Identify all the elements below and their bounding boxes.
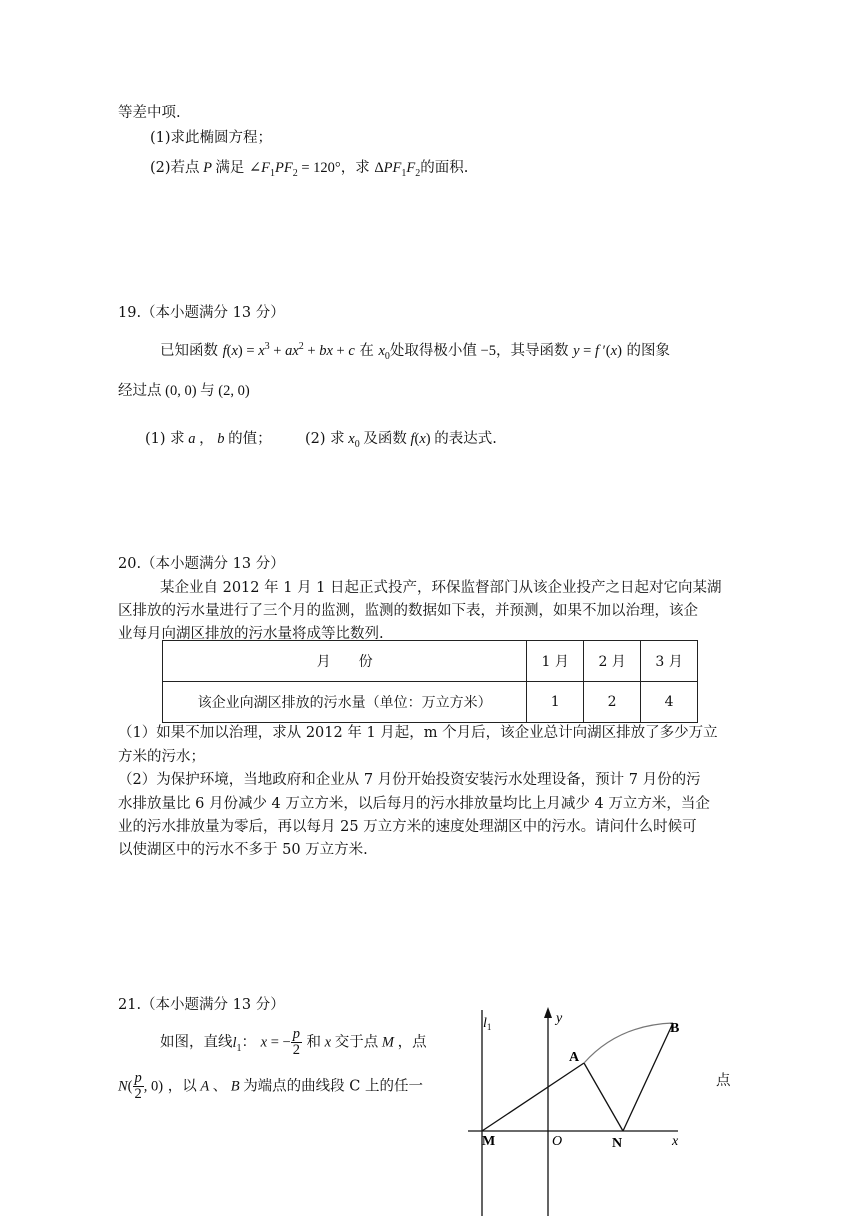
table-cell: 2 月 [584,641,641,682]
table-cell: 1 [527,682,584,723]
label-B: B [670,1021,680,1036]
label-y: y [556,1011,563,1026]
p20-text-line: 以使湖区中的污水不多于 50 万立方米. [118,842,368,858]
segment-AN [584,1063,623,1131]
p18-continuation: 等差中项. [118,105,181,121]
table-cell: 2 [584,682,641,723]
label-A: A [569,1050,580,1065]
label-x: x [672,1134,679,1149]
p21-statement-tail: 点 [716,1073,731,1089]
label-O: O [552,1134,563,1149]
p20-text-line: 区排放的污水量进行了三个月的监测，监测的数据如下表，并预测，如果不加以治理，该企 [118,603,698,619]
p18-question-2: (2)若点 P 满足 $\angle F_1PF_2 = 120^\circ$，求 $\Delta PF_1F_2$的面积. [150,160,469,179]
table-row [163,641,698,682]
table-cell: 该企业向湖区排放的污水量（单位：万立方米） [163,682,527,723]
p20-header: 20.（本小题满分 13 分） [118,556,285,572]
p19-question-1: (1) 求 a ， b 的值； [145,431,272,447]
y-axis-arrow [544,1007,552,1018]
p18-question-1: (1)求此椭圆方程； [150,130,273,146]
p19-statement-line1: 已知函数 $f(x) = x^3 + ax^2$ + bx + c 在 $x_0$处取得极小值 −5，其导函数 y = f ′(x) 的图象 [160,341,671,362]
p19-statement-line2: 经过点 (0, 0) 与 (2, 0) [118,383,250,399]
p20-text-line: （2）为保护环境，当地政府和企业从 7 月份开始投资安装污水处理设备，预计 7 月份的污 [118,772,701,788]
segment-MA [482,1063,584,1131]
label-l1: $l_1$ [483,1016,492,1032]
curve-C [584,1023,673,1063]
table-cell: 月 份 [163,641,527,682]
label-N: N [612,1136,623,1151]
p20-text-line: 水排放量比 6 月份减少 4 万立方米，以后每月的污水排放量均比上月减少 4 万立方米，当企 [118,796,710,812]
table-row [163,682,698,723]
p21-statement-line1: 如图，直线$l_1$： x = − $\frac{p}{2}$ 和 x 交于点 M ，点 [160,1026,427,1058]
p21-figure [468,1005,728,1216]
p19-question-2: (2) 求 $x_0$ 及函数 f(x) 的表达式. [305,431,497,450]
segment-NB [623,1023,673,1131]
p19-header: 19.（本小题满分 13 分） [118,305,285,321]
p20-text-line: 业每月向湖区排放的污水量将成等比数列. [118,626,384,642]
table-cell: 3 月 [641,641,698,682]
table-cell: 4 [641,682,698,723]
p21-statement-line2: N( $\frac{p}{2}$ , 0) ，以 A 、 B 为端点的曲线段 C 上的任一 [118,1070,423,1102]
p20-text-line: 业的污水排放量为零后，再以每月 25 万立方米的速度处理湖区中的污水。请问什么时候可 [118,819,697,835]
label-M: M [482,1134,496,1149]
p20-data-table [162,640,698,723]
p20-text-line: 某企业自 2012 年 1 月 1 日起正式投产，环保监督部门从该企业投产之日起对它向某湖 [160,580,722,596]
p21-header: 21.（本小题满分 13 分） [118,997,285,1013]
p20-text-line: （1）如果不加以治理，求从 2012 年 1 月起，m 个月后，该企业总计向湖区排放了多少万立 [118,725,718,741]
table-cell: 1 月 [527,641,584,682]
p20-text-line: 方米的污水； [118,749,205,765]
